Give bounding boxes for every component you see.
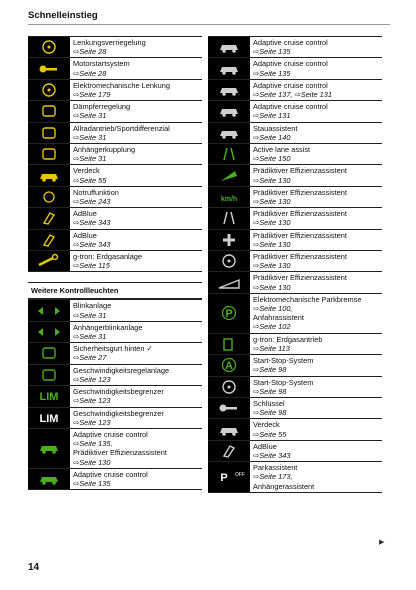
page-reference[interactable]: ⇨Seite 27 [73, 353, 107, 363]
page-reference[interactable]: ⇨Seite 31 [73, 111, 107, 121]
left-column [28, 36, 202, 490]
row-text [250, 208, 382, 228]
page-reference[interactable]: ⇨Seite 31 [73, 332, 107, 342]
table-row [208, 251, 382, 272]
row-text [250, 251, 382, 271]
page-reference[interactable]: ⇨Seite 243 [73, 197, 111, 207]
row-text [250, 230, 382, 250]
page-reference[interactable]: ⇨Seite 102 [253, 322, 291, 332]
table-row [28, 343, 202, 364]
row-label: Start-Stop-System [253, 377, 314, 387]
row-label: Prädiktiver Effizienzassistent [253, 273, 347, 283]
row-text [70, 322, 202, 342]
wrench-icon [28, 251, 70, 271]
table-row [208, 165, 382, 186]
icon-label: P [220, 471, 228, 484]
table-row [28, 251, 202, 272]
row-text [70, 343, 202, 363]
row-text [70, 208, 202, 228]
table-row [28, 123, 202, 144]
page-reference[interactable]: ⇨Seite 343 [73, 239, 111, 249]
page-reference[interactable]: ⇨Seite 173, [253, 472, 293, 482]
page-reference[interactable]: ⇨Seite 130 [253, 175, 291, 185]
row-label: Active lane assist [253, 145, 311, 155]
page-number: 14 [28, 562, 40, 573]
row-text [250, 334, 382, 354]
traffic-jam-icon [208, 123, 250, 143]
row-label: g-tron: Erdgasanlage [73, 252, 143, 262]
page-reference[interactable]: ⇨Seite 343 [253, 450, 291, 460]
row-text [70, 429, 202, 468]
row-label: Geschwindigkeitsregelanlage [73, 365, 170, 375]
row-label: Blinkanlage [73, 301, 112, 311]
page-title: Schnelleinstieg [28, 10, 98, 21]
rear-seatbelt-icon [28, 343, 70, 363]
row-text [250, 37, 382, 57]
trailer-hitch-icon [28, 144, 70, 164]
table-row [208, 36, 382, 58]
page-reference[interactable]: ⇨Seite 131 [253, 111, 291, 121]
row-text [250, 419, 382, 439]
row-text [250, 441, 382, 461]
page-reference[interactable]: ⇨Seite 123 [73, 417, 111, 427]
page-reference[interactable]: ⇨Seite 123 [73, 396, 111, 406]
table-row [208, 187, 382, 208]
table-row [208, 462, 382, 493]
row-label: Sicherheitsgurt hinten ✓ [73, 344, 153, 354]
row-text [70, 187, 202, 207]
right-column [208, 36, 382, 493]
icon-label: OFF [235, 471, 245, 478]
page-reference[interactable]: ⇨Seite 31 [73, 310, 107, 320]
acc-car-rear-icon [28, 469, 70, 489]
row-text [250, 144, 382, 164]
row-label: Adaptive cruise control [253, 102, 328, 112]
table-row [28, 299, 202, 321]
table-row [28, 101, 202, 122]
page-reference[interactable]: ⇨Seite 130 [253, 197, 291, 207]
lim-white-icon [28, 408, 70, 428]
row-label: Elektromechanische Parkbremse [253, 294, 362, 304]
page-reference[interactable]: ⇨Seite 150 [253, 154, 291, 164]
table-row [208, 272, 382, 293]
row-label: Lenkungsverriegelung [73, 38, 146, 47]
table-row [28, 144, 202, 165]
intersection-icon [208, 230, 250, 250]
row-text [70, 251, 202, 271]
row-label: Prädiktiver Effizienzassistent [253, 209, 347, 219]
page-reference[interactable]: Anhängerassistent [253, 481, 315, 491]
row-label: Motorstartsystem [73, 59, 130, 69]
page-reference[interactable]: ⇨Seite 55 [73, 175, 107, 185]
page-reference[interactable]: ⇨Seite 135 [253, 47, 291, 57]
section-title: Weitere Kontrollleuchten [28, 282, 202, 299]
start-stop-off-icon [208, 377, 250, 397]
page-reference[interactable]: ⇨Seite 130 [253, 261, 291, 271]
row-label: AdBlue [73, 209, 97, 219]
table-row [208, 377, 382, 398]
table-row [28, 429, 202, 469]
page-reference[interactable]: ⇨Seite 98 [253, 365, 287, 375]
roundabout-icon [208, 251, 250, 271]
row-text [250, 377, 382, 397]
row-text [250, 272, 382, 292]
row-text [250, 101, 382, 121]
row-text [70, 144, 202, 164]
table-row [28, 322, 202, 343]
table-row [208, 398, 382, 419]
header-divider [28, 24, 390, 25]
convertible-top-icon [28, 165, 70, 185]
page-reference[interactable]: ⇨Seite 130 [253, 239, 291, 249]
row-label: g-tron: Erdgasantrieb [253, 334, 323, 344]
row-text [70, 165, 202, 185]
table-row [208, 101, 382, 122]
row-label: Anhängerkupplung [73, 145, 136, 155]
row-label: Adaptive cruise control [253, 38, 328, 47]
cruise-control-icon [28, 365, 70, 385]
row-label: Adaptive cruise control [73, 429, 148, 439]
row-label: AdBlue [253, 441, 277, 451]
page-reference[interactable]: ⇨Seite 343 [73, 218, 111, 228]
row-text [70, 58, 202, 78]
table-row [208, 334, 382, 355]
page-reference[interactable]: ⇨Seite 28 [73, 47, 107, 57]
table-row [28, 408, 202, 429]
row-label: Start-Stop-System [253, 356, 314, 366]
row-label: Elektromechanische Lenkung [73, 80, 170, 90]
row-label: AdBlue [73, 230, 97, 240]
row-label: Verdeck [73, 166, 100, 176]
page-reference[interactable]: ⇨Seite 140 [253, 132, 291, 142]
page-reference[interactable]: ⇨Seite 179 [73, 90, 111, 100]
row-text [70, 386, 202, 406]
table-row [28, 365, 202, 386]
page-reference[interactable]: ⇨Seite 31 [73, 132, 107, 142]
page-reference[interactable]: ⇨Seite 98 [253, 408, 287, 418]
table-row [28, 58, 202, 79]
row-text [250, 294, 382, 333]
page-reference[interactable]: ⇨Seite 135 [73, 478, 111, 488]
row-text [250, 123, 382, 143]
lane-assist-icon [208, 144, 250, 164]
acc-driver-icon [208, 37, 250, 57]
page-reference[interactable]: ⇨Seite 31 [73, 154, 107, 164]
row-text [250, 165, 382, 185]
acc-radar-icon [208, 58, 250, 78]
row-text [70, 469, 202, 489]
table-row [28, 36, 202, 58]
page-reference[interactable]: ⇨Seite 98 [253, 386, 287, 396]
adblue-icon [28, 208, 70, 228]
page-reference[interactable]: ⇨Seite 113 [253, 343, 290, 353]
table-row [208, 230, 382, 251]
trailer-turn-signal-icon [28, 322, 70, 342]
table-row [208, 208, 382, 229]
row-label: Geschwindigkeitsbegrenzer [73, 387, 164, 397]
table-row [208, 441, 382, 462]
table-row [208, 419, 382, 440]
page-reference[interactable]: ⇨Seite 137, ⇨Seite 131 [253, 90, 332, 100]
page-reference[interactable]: ⇨Seite 115 [73, 261, 110, 271]
table-row [208, 355, 382, 376]
steering-warning-icon [28, 80, 70, 100]
curve-road-icon [208, 208, 250, 228]
page-reference[interactable]: ⇨Seite 100, [253, 304, 293, 314]
row-text [70, 408, 202, 428]
table-row [28, 469, 202, 490]
row-label: Prädiktiver Effizienzassistent [253, 252, 347, 262]
row-label: Prädiktiver Effizienzassistent [253, 230, 347, 240]
row-label: Adaptive cruise control [253, 59, 328, 69]
row-label: Adaptive cruise control [73, 469, 148, 479]
row-label: Stauassistent [253, 123, 298, 133]
table-row [28, 230, 202, 251]
awd-icon [28, 123, 70, 143]
efficiency-green-icon [208, 165, 250, 185]
page-reference[interactable]: ⇨Seite 123 [73, 374, 111, 384]
row-text [250, 80, 382, 100]
damper-icon [28, 101, 70, 121]
page-reference[interactable]: ⇨Seite 135, [73, 439, 113, 449]
key-signal-icon [208, 398, 250, 418]
sos-icon [28, 187, 70, 207]
lim-green-icon [28, 386, 70, 406]
gas-pump-icon [208, 334, 250, 354]
page-reference[interactable]: ⇨Seite 135 [253, 68, 291, 78]
row-label: Parkassistent [253, 463, 298, 473]
row-label: Prädiktiver Effizienzassistent [253, 166, 347, 176]
page-reference[interactable]: ⇨Seite 55 [253, 429, 287, 439]
steering-lock-icon [28, 37, 70, 57]
acc-car-icon [28, 429, 70, 468]
icon-label: A [225, 360, 233, 373]
acc-gauge-icon [208, 80, 250, 100]
row-text [70, 37, 202, 57]
row-label: Adaptive cruise control [253, 80, 328, 90]
turn-signal-icon [28, 300, 70, 320]
table-row [28, 208, 202, 229]
row-text [70, 365, 202, 385]
row-text [70, 230, 202, 250]
row-text [250, 355, 382, 375]
convertible-top-grey-icon [208, 419, 250, 439]
page-reference[interactable]: ⇨Seite 130 [253, 218, 291, 228]
row-text [250, 398, 382, 418]
table-row [208, 294, 382, 334]
kmh-icon [208, 187, 250, 207]
icon-label: P [225, 308, 233, 321]
park-assist-off-icon [208, 462, 250, 492]
row-text [250, 187, 382, 207]
page-reference[interactable]: Prädiktiver Effizienzassistent [73, 448, 167, 458]
row-label: Schlüssel [253, 398, 285, 408]
row-label: Prädiktiver Effizienzassistent [253, 187, 347, 197]
page-reference[interactable]: ⇨Seite 130 [253, 282, 291, 292]
icon-label: km/h [220, 196, 238, 204]
row-text [70, 300, 202, 320]
table-row [28, 80, 202, 101]
table-row [28, 165, 202, 186]
row-text [250, 462, 382, 492]
icon-label: LIM [39, 412, 59, 425]
table-row [208, 123, 382, 144]
adblue-warning-icon [28, 230, 70, 250]
row-text [70, 123, 202, 143]
start-stop-icon [208, 355, 250, 375]
row-label: Allradantrieb/Sportdifferenzial [73, 123, 170, 133]
slope-icon [208, 272, 250, 292]
row-text [70, 80, 202, 100]
page-reference[interactable]: ⇨Seite 28 [73, 68, 107, 78]
table-row [208, 144, 382, 165]
acc-lanes-icon [208, 101, 250, 121]
table-row [208, 80, 382, 101]
row-text [250, 58, 382, 78]
row-label: Dämpferregelung [73, 102, 131, 112]
row-text [70, 101, 202, 121]
row-label: Verdeck [253, 420, 280, 430]
parking-brake-icon [208, 294, 250, 333]
row-label: Notruffunktion [73, 187, 119, 197]
table-row [28, 386, 202, 407]
page-reference[interactable]: ⇨Seite 130 [73, 457, 111, 467]
adblue-grey-icon [208, 441, 250, 461]
row-label: Geschwindigkeitsbegrenzer [73, 408, 164, 418]
icon-label: LIM [39, 391, 59, 404]
page-reference[interactable]: Anfahrassistent [253, 313, 304, 323]
key-icon [28, 58, 70, 78]
table-row [208, 58, 382, 79]
continue-arrow-icon: ▶ [379, 539, 385, 546]
table-row [28, 187, 202, 208]
row-label: Anhängerblinkanlage [73, 322, 143, 332]
